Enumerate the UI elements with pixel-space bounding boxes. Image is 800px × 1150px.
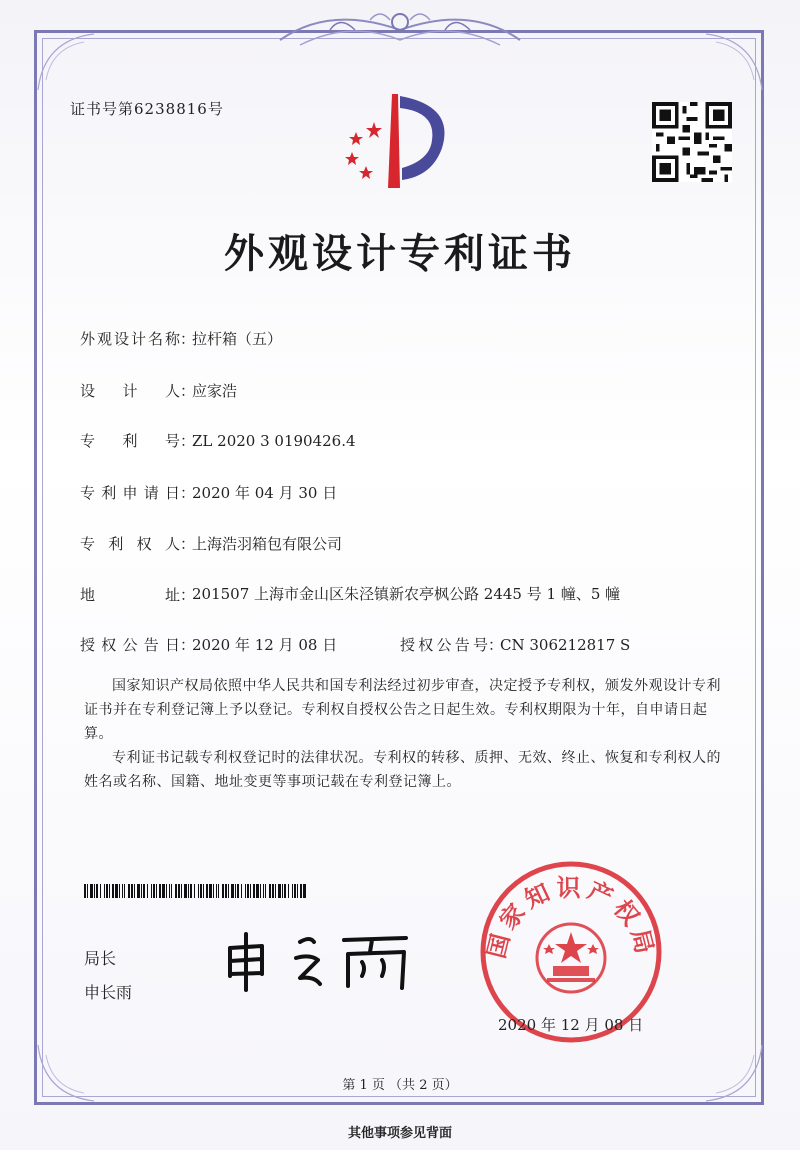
field-grant-date: 授权公告日：2020 年 12 月 08 日 <box>80 636 338 654</box>
certificate-number <box>70 98 224 119</box>
field-value: CN 306212817 S <box>500 636 631 654</box>
field-label: 地址 <box>80 586 180 604</box>
field-value: 2020 年 12 月 08 日 <box>192 636 338 654</box>
certificate-title: 外观设计专利证书 <box>224 230 576 277</box>
field-value: 201507 上海市金山区朱泾镇新农亭枫公路 2445 号 1 幢、5 幢 <box>192 585 621 603</box>
svg-text:国家知识产权局: 国家知识产权局 <box>481 872 661 962</box>
certificate-number-suffix: 号 <box>207 100 224 118</box>
field-value: ZL 2020 3 0190426.4 <box>192 432 356 450</box>
handwritten-signature-icon <box>222 928 422 994</box>
field-label: 专利权人 <box>80 535 180 553</box>
seal-date: 2020 年 12 月 08 日 <box>498 1016 644 1034</box>
body-paragraph: 国家知识产权局依照中华人民共和国专利法经过初步审查，决定授予专利权，颁发外观设计专利证书并在专利登记簿上予以登记。专利权自授权公告之日起生效。专利权期限为十年，自申请日起算。 <box>84 678 721 742</box>
body-paragraph: 专利证书记载专利权登记时的法律状况。专利权的转移、质押、无效、终止、恢复和专利权人的姓名或名称、国籍、地址变更等事项记载在专利登记簿上。 <box>84 750 721 790</box>
field-filing-date: 专利申请日：2020 年 04 月 30 日 <box>80 484 338 502</box>
field-value: 2020 年 04 月 30 日 <box>192 484 338 502</box>
field-patentee: 专利权人：上海浩羽箱包有限公司 <box>80 535 343 553</box>
top-ornament-icon <box>270 0 530 62</box>
signatory-title: 局长 <box>84 949 117 968</box>
cnipa-emblem-icon <box>330 88 460 198</box>
field-design-name: 外观设计名称：拉杆箱（五） <box>80 330 283 348</box>
barcode-icon <box>84 884 306 898</box>
field-label: 专利申请日 <box>80 484 180 502</box>
field-grant-no: 授权公告号：CN 306212817 S <box>400 636 631 654</box>
field-label: 外观设计名称 <box>80 330 180 348</box>
field-value: 拉杆箱（五） <box>192 330 283 348</box>
field-label: 专利号 <box>80 432 180 450</box>
field-value: 应家浩 <box>192 382 238 400</box>
field-value: 上海浩羽箱包有限公司 <box>192 535 343 553</box>
signatory-name: 申长雨 <box>84 983 133 1002</box>
field-designer: 设计人：应家浩 <box>80 382 238 400</box>
field-label: 授权公告号 <box>400 636 488 654</box>
field-label: 授权公告日 <box>80 636 180 654</box>
certificate-number-label: 证书号第 <box>70 100 135 118</box>
certificate-number-value: 6238816 <box>134 100 208 118</box>
field-address: 地址：201507 上海市金山区朱泾镇新农亭枫公路 2445 号 1 幢、5 幢 <box>80 584 632 605</box>
field-patent-no: 专利号：ZL 2020 3 0190426.4 <box>80 432 356 450</box>
field-label: 设计人 <box>80 382 180 400</box>
qr-code-icon <box>652 102 732 182</box>
back-note: 其他事项参见背面 <box>347 1126 452 1141</box>
page-number: 第 1 页 （共 2 页） <box>342 1078 458 1093</box>
